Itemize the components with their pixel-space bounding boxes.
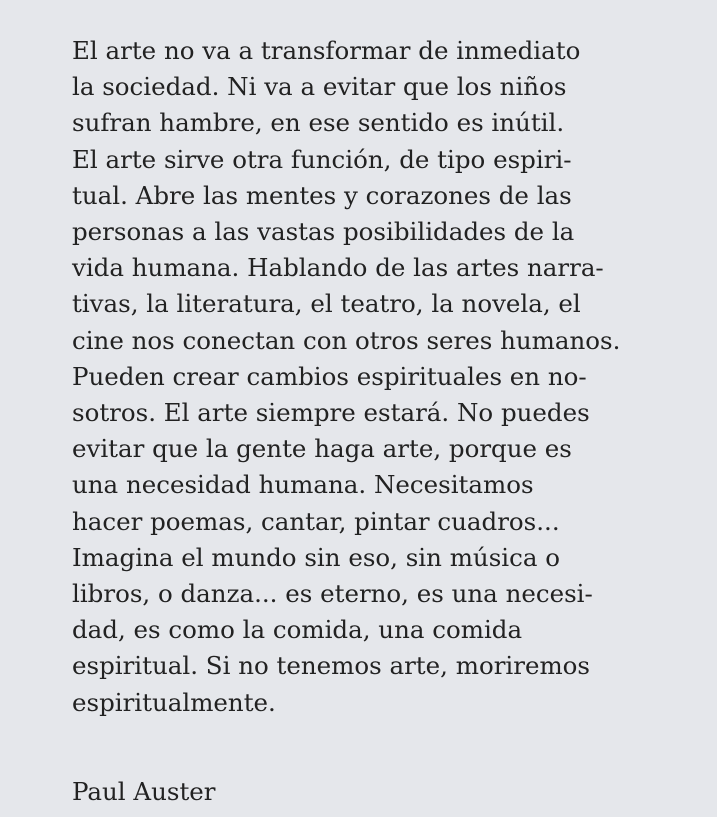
quote-line: libros, o danza... es eterno, es una necesi- xyxy=(72,579,593,609)
quote-line: dad, es como la comida, una comida xyxy=(72,615,523,645)
quote-line: hacer poemas, cantar, pintar cuadros... xyxy=(72,506,560,536)
quote-line: vida humana. Hablando de las artes narra- xyxy=(72,253,604,283)
quote-line: cine nos conectan con otros seres humanos. xyxy=(72,325,621,355)
quote-text xyxy=(72,33,692,721)
quote-line: Pueden crear cambios espirituales en no- xyxy=(72,361,587,391)
quote-line: sotros. El arte siempre estará. No puedes xyxy=(72,398,590,428)
quote-line: espiritualmente. xyxy=(72,687,276,717)
quote-line: sufran hambre, en ese sentido es inútil. xyxy=(72,108,565,138)
quote-line: El arte sirve otra función, de tipo espiri- xyxy=(72,144,572,174)
quote-line: El arte no va a transformar de inmediato xyxy=(72,36,581,65)
quote-line: Imagina el mundo sin eso, sin música o xyxy=(72,542,560,572)
quote-line: espiritual. Si no tenemos arte, moriremos xyxy=(72,651,591,681)
quote-line: tivas, la literatura, el teatro, la novela, el xyxy=(72,289,581,319)
quote-line: tual. Abre las mentes y corazones de las xyxy=(72,180,572,210)
quote-line: evitar que la gente haga arte, porque es xyxy=(72,434,572,464)
author-name: Paul Auster xyxy=(72,777,216,806)
quote-line: la sociedad. Ni va a evitar que los niños xyxy=(72,72,567,102)
quote-line: personas a las vastas posibilidades de la xyxy=(72,217,575,247)
quote-line: una necesidad humana. Necesitamos xyxy=(72,470,534,500)
